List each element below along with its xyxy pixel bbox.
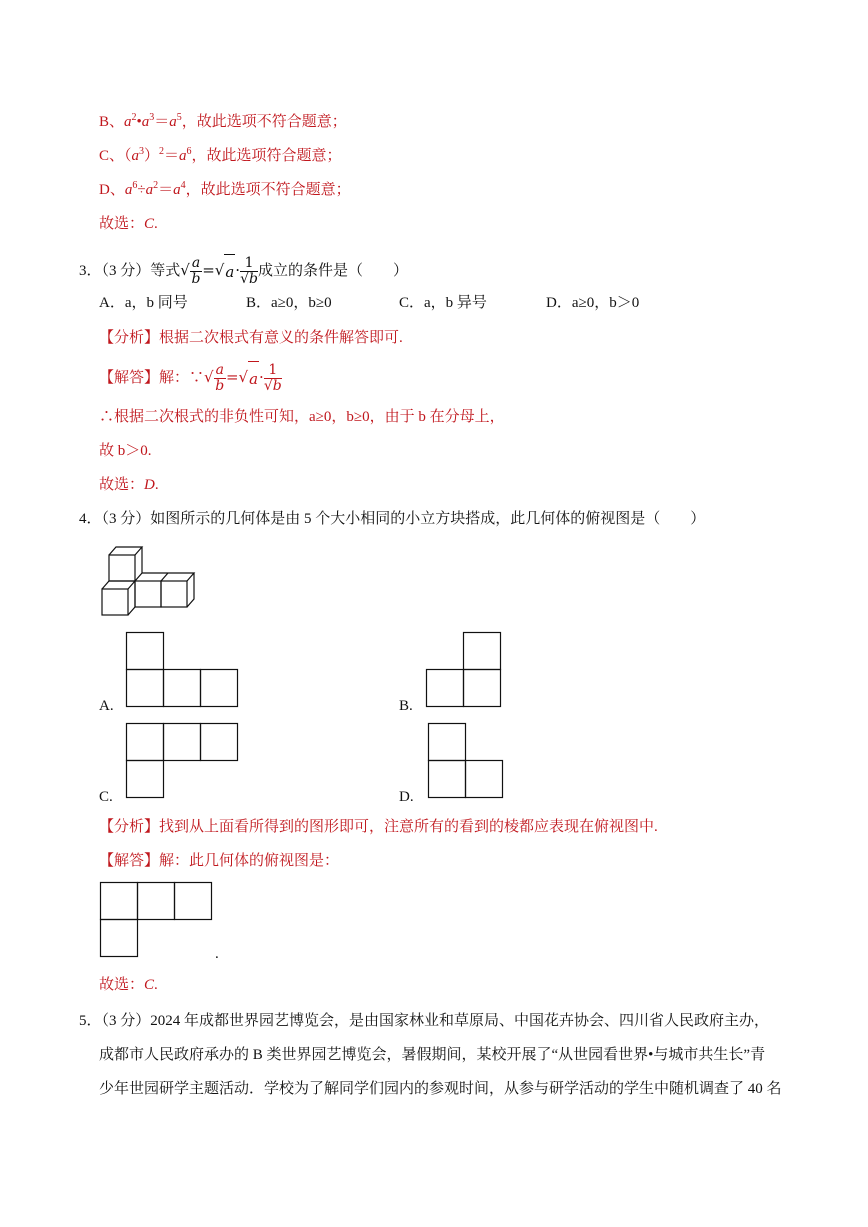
q4-solution-period: . bbox=[215, 946, 219, 962]
q3-option-b[interactable]: B．a≥0，b≥0 bbox=[246, 295, 332, 311]
q4-option-c-label[interactable]: C. bbox=[99, 789, 113, 805]
q3-solution: 【解答】解：∵√ $\frac{a}{b}$ =√a· $\frac{1}{√b}$ bbox=[99, 361, 282, 394]
q3-solution-line2: 故 b＞0. bbox=[99, 443, 152, 459]
q3-stem: 3．（3 分）等式√ $\frac{a}{b}$ =√a· $\frac{1}{√b}$ 成立的条件是（ ） bbox=[79, 254, 408, 287]
q5-stem-line1: 5．（3 分）2024 年成都世界园艺博览会，是由国家林业和草原局、中国花卉协会、四川省人民政府主办， bbox=[79, 1013, 770, 1029]
q3-analysis: 【分析】根据二次根式有意义的条件解答即可. bbox=[99, 330, 403, 346]
q3-option-a[interactable]: A．a，b 同号 bbox=[99, 295, 188, 311]
q3-option-d[interactable]: D．a≥0，b＞0 bbox=[546, 295, 640, 311]
q4-option-c-figure[interactable] bbox=[126, 723, 241, 799]
solution-line-d: D、$a^6\div a^2=a^4$，故此选项不符合题意； bbox=[99, 180, 351, 198]
q3-answer: 故选：D. bbox=[99, 477, 159, 493]
solution-line-c: C、$(a^3)^2=a^6$，故此选项符合题意； bbox=[99, 146, 342, 164]
q4-option-d-figure[interactable] bbox=[428, 723, 506, 799]
q4-analysis: 【分析】找到从上面看所得到的图形即可，注意所有的看到的棱都应表现在俯视图中. bbox=[99, 819, 658, 835]
q4-option-b-label[interactable]: B. bbox=[399, 698, 413, 714]
q4-stem: 4．（3 分）如图所示的几何体是由 5 个大小相同的小立方块搭成，此几何体的俯视图是（ ） bbox=[79, 511, 706, 527]
q3-equation: √ $\frac{a}{b}$ =√a· $\frac{1}{√b}$ bbox=[180, 254, 258, 287]
q4-option-b-figure[interactable] bbox=[426, 632, 504, 708]
q3-solution-line1: ∴根据二次根式的非负性可知，a≥0，b≥0，由于 b 在分母上， bbox=[99, 409, 505, 425]
q4-option-a-label[interactable]: A. bbox=[99, 698, 114, 714]
q5-stem-line2: 成都市人民政府承办的 B 类世界园艺博览会，暑假期间，某校开展了“从世园看世界•与城市共生长”青 bbox=[99, 1047, 766, 1063]
q4-option-a-figure[interactable] bbox=[126, 632, 241, 708]
q4-solution-figure bbox=[100, 882, 215, 958]
q4-answer: 故选：C. bbox=[99, 977, 158, 993]
q4-solution: 【解答】解：此几何体的俯视图是： bbox=[99, 853, 340, 869]
answer-line-prev: 故选：C. bbox=[99, 216, 158, 232]
solution-line-b: B、$a^2•a^3=a^5$，故此选项不符合题意； bbox=[99, 112, 347, 130]
q4-option-d-label[interactable]: D. bbox=[399, 789, 414, 805]
q4-solid-figure bbox=[99, 545, 209, 620]
q3-option-c[interactable]: C．a，b 异号 bbox=[399, 295, 487, 311]
q5-stem-line3: 少年世园研学主题活动．学校为了解同学们园内的参观时间，从参与研学活动的学生中随机调查了 40 名 bbox=[99, 1081, 782, 1097]
